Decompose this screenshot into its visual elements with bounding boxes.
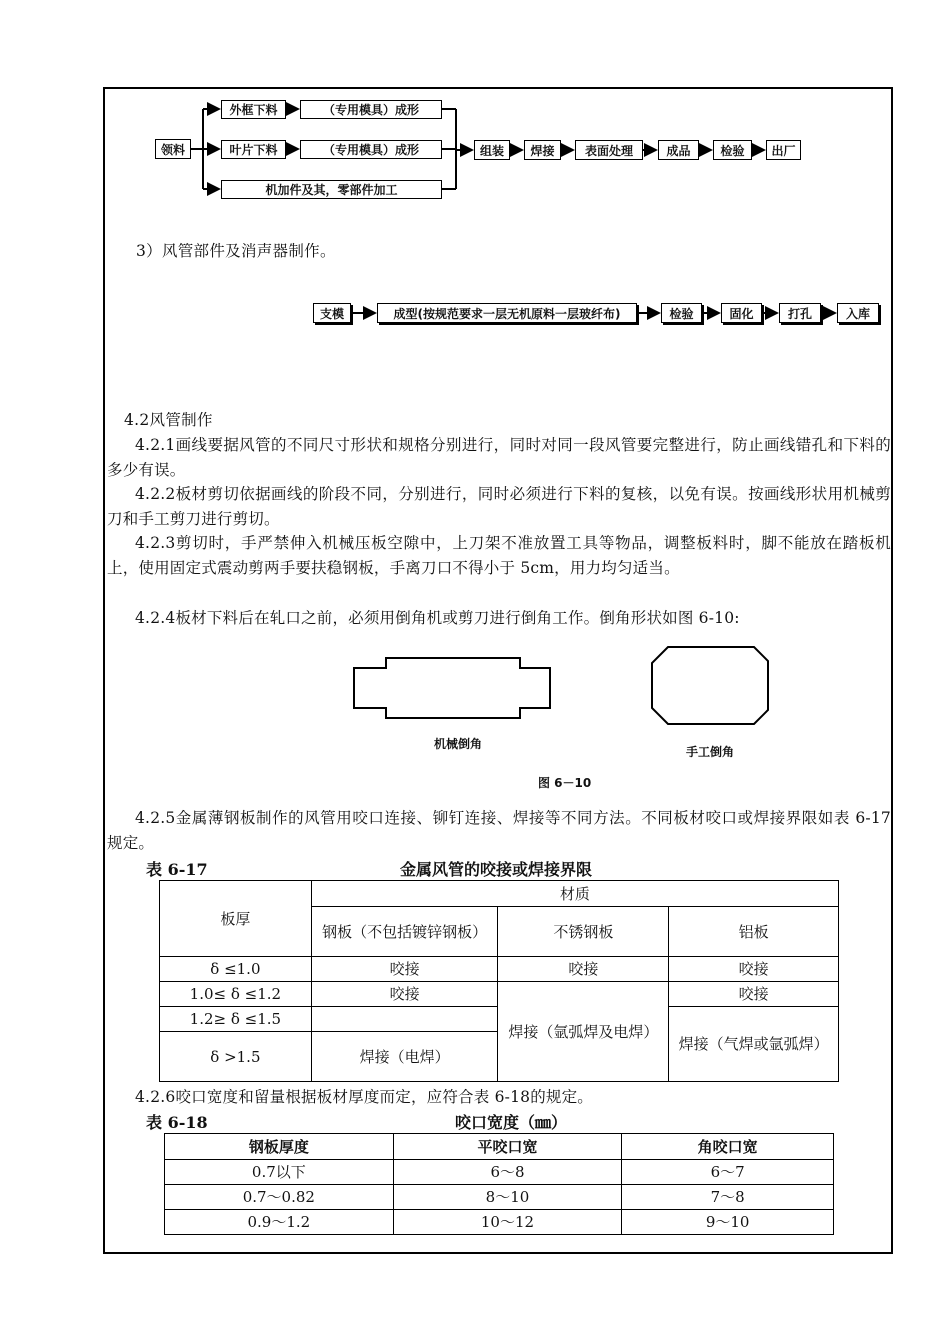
flow1-step-assemble: 组装 bbox=[474, 140, 510, 160]
cell-steel bbox=[311, 1007, 498, 1032]
flow1-branch1-cut-box: 外框下料 bbox=[221, 100, 286, 119]
flow1-step-inspect: 检验 bbox=[713, 140, 752, 160]
cell-flat: 6～8 bbox=[393, 1160, 622, 1185]
table-6-18 bbox=[164, 1133, 834, 1235]
cell-flat: 10～12 bbox=[393, 1210, 622, 1235]
cell-steel: 咬接 bbox=[311, 982, 498, 1007]
cell-stainless: 咬接 bbox=[498, 957, 669, 982]
flow1-step-surface: 表面处理 bbox=[575, 140, 643, 160]
flow2-step-inspect: 检验 bbox=[661, 303, 702, 323]
table-row bbox=[160, 982, 839, 1007]
flow2-step-forming: 成型(按规范要求一层无机原料一层玻纤布) bbox=[377, 303, 637, 323]
flow1-branch2-form-box: （专用模具）成形 bbox=[300, 140, 442, 159]
flow2-step-cure: 固化 bbox=[721, 303, 762, 323]
cell-steel: 焊接（电焊） bbox=[311, 1032, 498, 1082]
paragraph-4-2-2: 4.2.2板材剪切依据画线的阶段不同，分别进行，同时必须进行下料的复核，以免有误。按画线形状用机械剪刀和手工剪刀进行剪切。 bbox=[107, 485, 891, 528]
mechanical-chamfer-shape bbox=[354, 658, 550, 718]
cell-thickness: 0.9～1.2 bbox=[165, 1210, 394, 1235]
figure-label-manual: 手工倒角 bbox=[686, 745, 735, 759]
cell-thickness: 1.0≤ δ ≤1.2 bbox=[160, 982, 312, 1007]
header-corner-seam: 角咬口宽 bbox=[622, 1134, 834, 1160]
header-material: 材质 bbox=[311, 881, 838, 907]
figure-caption: 图 6－10 bbox=[538, 776, 592, 790]
table-row bbox=[165, 1185, 834, 1210]
cell-thickness: 0.7以下 bbox=[165, 1160, 394, 1185]
cell-corner: 6～7 bbox=[622, 1160, 834, 1185]
table-6-17 bbox=[159, 880, 839, 1082]
cell-aluminum: 咬接 bbox=[669, 957, 839, 982]
paragraph-4-2-5: 4.2.5金属薄钢板制作的风管用咬口连接、铆钉连接、焊接等不同方法。不同板材咬口或焊接界限如表 6-17规定。 bbox=[107, 809, 891, 852]
cell-thickness: δ >1.5 bbox=[160, 1032, 312, 1082]
flow2-step-storage: 入库 bbox=[837, 303, 879, 323]
header-stainless: 不锈钢板 bbox=[498, 907, 669, 957]
cell-thickness: 1.2≥ δ ≤1.5 bbox=[160, 1007, 312, 1032]
table-row bbox=[160, 957, 839, 982]
figure-label-mechanical: 机械倒角 bbox=[434, 737, 483, 751]
flow1-step-product: 成品 bbox=[658, 140, 699, 160]
cell-aluminum: 咬接 bbox=[669, 982, 839, 1007]
cell-corner: 9～10 bbox=[622, 1210, 834, 1235]
flow1-start-box: 领料 bbox=[155, 139, 191, 159]
flow1-branch2-cut-box: 叶片下料 bbox=[221, 140, 286, 159]
header-steel: 钢板（不包括镀锌钢板） bbox=[311, 907, 498, 957]
cell-stainless-merged: 焊接（氩弧焊及电焊） bbox=[498, 982, 669, 1082]
header-thickness: 钢板厚度 bbox=[165, 1134, 394, 1160]
paragraph-4-2-6: 4.2.6咬口宽度和留量根据板材厚度而定，应符合表 6-18的规定。 bbox=[135, 1088, 593, 1106]
table-row bbox=[165, 1160, 834, 1185]
header-aluminum: 铝板 bbox=[669, 907, 839, 957]
flow1-branch1-form-box: （专用模具）成形 bbox=[300, 100, 442, 119]
table-6-18-title: 咬口宽度（㎜） bbox=[455, 1113, 568, 1132]
table-6-18-id: 表 6-18 bbox=[146, 1113, 208, 1132]
paragraph-4-2-3: 4.2.3剪切时，手严禁伸入机械压板空隙中，上刀架不准放置工具等物品，调整板料时，脚不能放在踏板机上，使用固定式震动剪两手要扶稳钢板，手离刀口不得小于 5cm，用力均匀适当。 bbox=[107, 534, 891, 577]
section-heading: 4.2风管制作 bbox=[124, 411, 213, 429]
table-6-17-id: 表 6-17 bbox=[146, 860, 208, 879]
flow1-step-ship: 出厂 bbox=[766, 140, 801, 160]
cell-corner: 7～8 bbox=[622, 1185, 834, 1210]
header-thickness: 板厚 bbox=[160, 881, 312, 957]
flow2-step-mold: 支模 bbox=[313, 303, 351, 323]
manual-chamfer-shape bbox=[652, 647, 768, 724]
flow1-branch3-box: 机加件及其，零部件加工 bbox=[221, 180, 442, 199]
flow2-step-drill: 打孔 bbox=[779, 303, 821, 323]
flow1-step-weld: 焊接 bbox=[524, 140, 561, 160]
paragraph-4-2-1: 4.2.1画线要据风管的不同尺寸形状和规格分别进行，同时对同一段风管要完整进行，防止画线错孔和下料的多少有误。 bbox=[107, 436, 891, 479]
table-6-17-title: 金属风管的咬接或焊接界限 bbox=[400, 860, 593, 879]
table-row bbox=[165, 1210, 834, 1235]
section3-title: 3）风管部件及消声器制作。 bbox=[136, 242, 336, 260]
cell-flat: 8～10 bbox=[393, 1185, 622, 1210]
cell-thickness: 0.7～0.82 bbox=[165, 1185, 394, 1210]
cell-aluminum-merged: 焊接（气焊或氩弧焊） bbox=[669, 1007, 839, 1082]
cell-thickness: δ ≤1.0 bbox=[160, 957, 312, 982]
paragraph-4-2-4: 4.2.4板材下料后在轧口之前，必须用倒角机或剪刀进行倒角工作。倒角形状如图 6-10: bbox=[135, 609, 740, 627]
header-flat-seam: 平咬口宽 bbox=[393, 1134, 622, 1160]
cell-steel: 咬接 bbox=[311, 957, 498, 982]
